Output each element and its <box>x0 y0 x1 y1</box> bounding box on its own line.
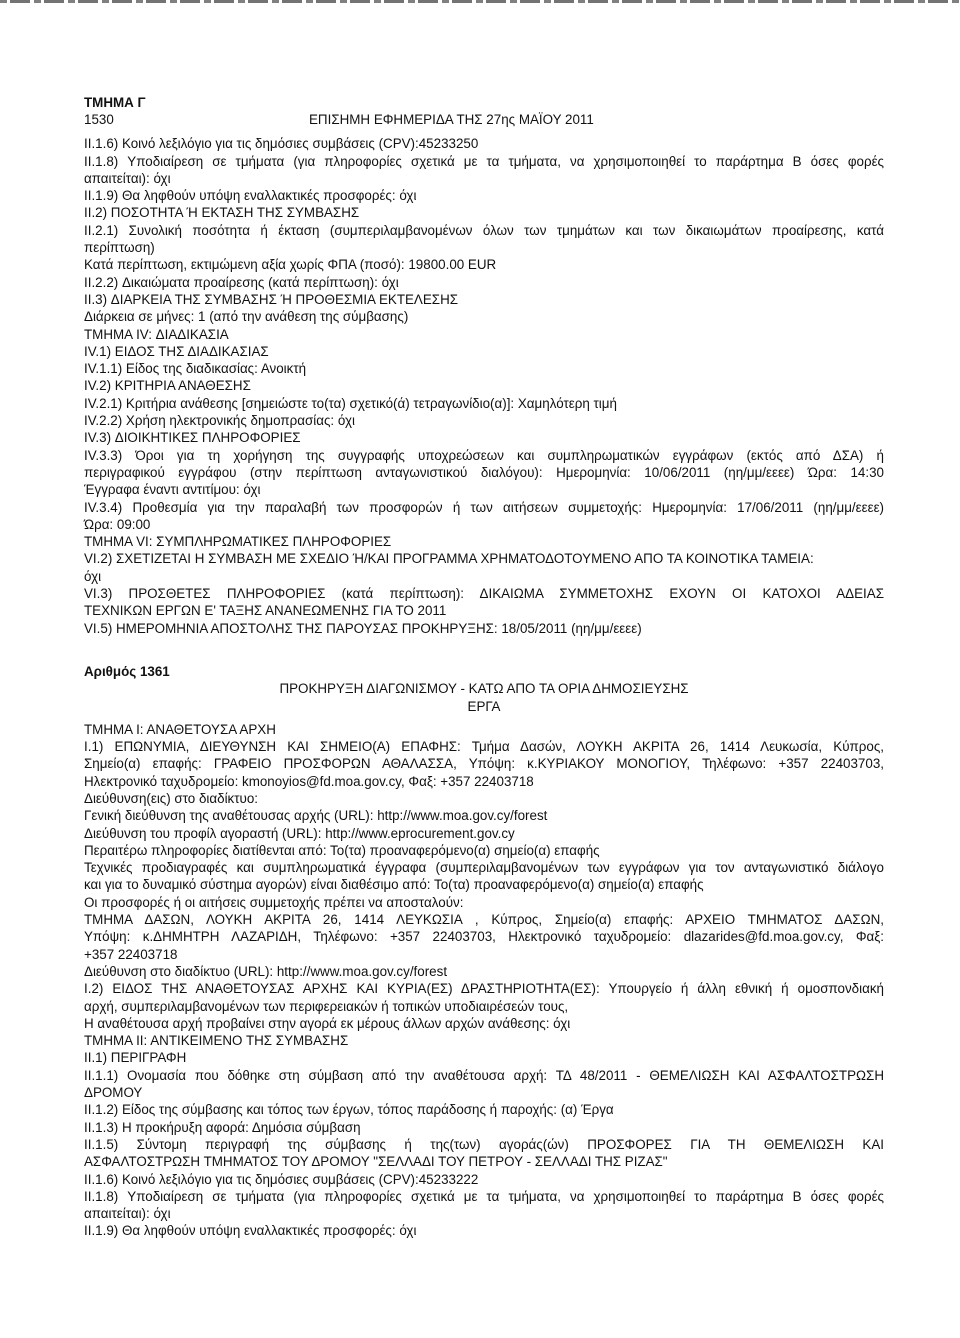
text-line: VI.5) ΗΜΕΡΟΜΗΝΙΑ ΑΠΟΣΤΟΛΗΣ ΤΗΣ ΠΑΡΟΥΣΑΣ ΠΡΟΚΗΡΥΞΗΣ: 18/05/2011 (ηη/μμ/εεεε) <box>84 620 642 636</box>
text-line: II.1.8) Υποδιαίρεση σε τμήματα (για πληροφορίες σχετικά με τα τμήματα, να χρησιμοποιηθεί το παράρτημα Β όσες φορές <box>84 153 884 169</box>
text-line: ΤΜΗΜΑ ΔΑΣΩΝ, ΛΟΥΚΗ ΑΚΡΙΤΑ 26, 1414 ΛΕΥΚΩΣΙΑ , Κύπρος, Σημείο(α) επαφής: ΑΡΧΕΙΟ ΤΜΗΜΑΤΟΣ ΔΑΣΩΝ, <box>84 912 884 928</box>
text-line: IV.1.1) Είδος της διαδικασίας: Ανοικτή <box>84 361 307 377</box>
text-line: II.2) ΠΟΣΟΤΗΤΑ Ή ΕΚΤΑΣΗ ΤΗΣ ΣΥΜΒΑΣΗΣ <box>84 205 360 221</box>
text-line: Περαιτέρω πληροφορίες διατίθενται από: Το(τα) προαναφερόμενο(α) σημείο(α) επαφής <box>84 842 600 858</box>
text-line: ΑΣΦΑΛΤΟΣΤΡΩΣΗ ΤΜΗΜΑΤΟΣ ΤΟΥ ΔΡΟΜΟΥ "ΣΕΛΛΑΔΙ ΤΟΥ ΠΕΤΡΟΥ - ΣΕΛΛΑΔΙ ΤΗΣ ΡΙΖΑΣ" <box>84 1154 668 1170</box>
continued-notice <box>84 135 884 637</box>
text-line: ΤΕΧΝΙΚΩΝ ΕΡΓΩΝ Ε' ΤΑΞΗΣ ΑΝΑΝΕΩΜΕΝΗΣ ΓΙΑ ΤΟ 2011 <box>84 603 447 619</box>
text-line: Διεύθυνση(εις) στο διαδίκτυο: <box>84 790 259 806</box>
text-line: Ηλεκτρονικό ταχυδρομείο: kmonoyios@fd.moa.gov.cy, Φαξ: +357 22403718 <box>84 773 534 789</box>
page-number: 1530 <box>84 112 114 128</box>
text-line: VI.3) ΠΡΟΣΘΕΤΕΣ ΠΛΗΡΟΦΟΡΙΕΣ (κατά περίπτωση): ΔΙΚΑΙΩΜΑ ΣΥΜΜΕΤΟΧΗΣ ΕΧΟΥΝ ΟΙ ΚΑΤΟΧΟΙ ΑΔΕΙΑΣ <box>84 586 884 602</box>
text-line: όχι <box>84 568 102 584</box>
text-line: VI.2) ΣΧΕΤΙΖΕΤΑΙ Η ΣΥΜΒΑΣΗ ΜΕ ΣΧΕΔΙΟ Ή/ΚΑΙ ΠΡΟΓΡΑΜΜΑ ΧΡΗΜΑΤΟΔΟΤΟΥΜΕΝΟ ΑΠΟ ΤΑ ΚΟΙΝΟΤΙΚΑ ΤΑΜΕΙΑ: <box>84 551 814 567</box>
text-line: αρχή, συμπεριλαμβανομένων των περιφερειακών ή τοπικών υποδιαιρέσεών τους, <box>84 998 569 1014</box>
text-line: II.3) ΔΙΑΡΚΕΙΑ ΤΗΣ ΣΥΜΒΑΣΗΣ Ή ΠΡΟΘΕΣΜΙΑ ΕΚΤΕΛΕΣΗΣ <box>84 291 459 307</box>
text-line: Οι προσφορές ή οι αιτήσεις συμμετοχής πρέπει να αποσταλούν: <box>84 894 464 910</box>
text-line: II.1.6) Κοινό λεξιλόγιο για τις δημόσιες συμβάσεις (CPV):45233222 <box>84 1171 479 1187</box>
section-heading: ΤΜΗΜΑ ΙΙ: ΑΝΤΙΚΕΙΜΕΝΟ ΤΗΣ ΣΥΜΒΑΣΗΣ <box>84 1033 349 1049</box>
text-line: ΔΡΟΜΟΥ <box>84 1085 143 1101</box>
notice-title: ΠΡΟΚΗΡΥΞΗ ΔΙΑΓΩΝΙΣΜΟΥ - ΚΑΤΩ ΑΠΟ ΤΑ ΟΡΙΑ ΔΗΜΟΣΙΕΥΣΗΣ <box>279 681 689 697</box>
text-line: περιγραφικού εγγράφου (στην περίπτωση ανταγωνιστικού διαλόγου): Ημερομηνία: 10/06/2011 (ηη/μμ/εεεε) Ώρα: 14:30 <box>84 464 884 480</box>
text-line: Διεύθυνση του προφίλ αγοραστή (URL): http://www.eprocurement.gov.cy <box>84 825 515 841</box>
text-line: II.1.6) Κοινό λεξιλόγιο για τις δημόσιες συμβάσεις (CPV):45233250 <box>84 136 479 152</box>
text-line: και για το δυναμικό σύστημα αγορών) είναι διαθέσιμο από: Το(τα) προαναφερόμενο(α) σημείο(α) επαφής <box>84 877 704 893</box>
text-line: απαιτείται): όχι <box>84 170 171 186</box>
text-line: Γενική διεύθυνση της αναθέτουσας αρχής (URL): http://www.moa.gov.cy/forest <box>84 808 548 824</box>
text-line: +357 22403718 <box>84 946 178 962</box>
text-line: II.1.2) Είδος της σύμβασης και τόπος των έργων, τόπος παράδοσης ή παροχής: (α) Έργα <box>84 1102 614 1118</box>
text-line: IV.3.3) Όροι για τη χορήγηση της συγγραφής υποχρεώσεων και συμπληρωματικών εγγράφων (εκτός από ΔΣΑ) ή <box>84 447 884 463</box>
text-line: IV.3.4) Προθεσμία για την παραλαβή των προσφορών ή των αιτήσεων συμμετοχής: Ημερομηνία: 17/06/2011 (ηη/μμ/εεεε) <box>84 499 884 515</box>
text-line: περίπτωση) <box>84 240 155 256</box>
text-line: Η αναθέτουσα αρχή προβαίνει στην αγορά εκ μέρους άλλων αρχών ανάθεσης: όχι <box>84 1015 571 1031</box>
new-notice <box>84 721 884 1240</box>
text-line: IV.2.1) Κριτήρια ανάθεσης [σημειώστε το(τα) σχετικό(ά) τετραγωνίδιο(α)]: Χαμηλότερη τιμή <box>84 395 617 411</box>
text-line: Τεχνικές προδιαγραφές και συμπληρωματικά έγγραφα (συμπεριλαμβανομένων των εγγράφων για τον ανταγωνιστικό διάλογο <box>84 860 884 876</box>
scan-artifact-line <box>0 0 960 3</box>
text-line: II.1.9) Θα ληφθούν υπόψη εναλλακτικές προσφορές: όχι <box>84 188 417 204</box>
text-line: II.2.1) Συνολική ποσότητα ή έκταση (συμπεριλαμβανομένων όλων των τμημάτων και των δικαιωμάτων προαίρεσης, κατά <box>84 222 884 238</box>
text-line: IV.2) ΚΡΙΤΗΡΙΑ ΑΝΑΘΕΣΗΣ <box>84 378 251 394</box>
text-line: II.1.3) Η προκήρυξη αφορά: Δημόσια σύμβαση <box>84 1119 361 1135</box>
text-line: Κατά περίπτωση, εκτιμώμενη αξία χωρίς ΦΠΑ (ποσό): 19800.00 EUR <box>84 257 497 273</box>
text-line: IV.2.2) Χρήση ηλεκτρονικής δημοπρασίας: όχι <box>84 413 355 429</box>
text-line: II.1.8) Υποδιαίρεση σε τμήματα (για πληροφορίες σχετικά με τα τμήματα, να χρησιμοποιηθεί το παράρτημα Β όσες φορές <box>84 1188 884 1204</box>
text-line: II.1.9) Θα ληφθούν υπόψη εναλλακτικές προσφορές: όχι <box>84 1223 417 1239</box>
text-line: Σημείο(α) επαφής: ΓΡΑΦΕΙΟ ΠΡΟΣΦΟΡΩΝ ΑΘΑΛΑΣΣΑ, Υπόψη: κ.ΚΥΡΙΑΚΟΥ ΜΟΝΟΓΙΟΥ, Τηλέφωνο: +357 22403703, <box>84 756 884 772</box>
page-header <box>84 111 884 129</box>
text-line: II.1.1) Ονομασία που δόθηκε στη σύμβαση από την αναθέτουσα αρχή: ΤΔ 48/2011 - ΘΕΜΕΛΙΩΣΗ ΚΑΙ ΑΣΦΑΛΤΟΣΤΡΩΣΗ <box>84 1067 884 1083</box>
text-line: IV.1) ΕΙΔΟΣ ΤΗΣ ΔΙΑΔΙΚΑΣΙΑΣ <box>84 343 269 359</box>
section-heading: ΤΜΗΜΑ Ι: ΑΝΑΘΕΤΟΥΣΑ ΑΡΧΗ <box>84 721 276 737</box>
text-line: II.1.5) Σύντομη περιγραφή της σύμβασης ή της(των) αγοράς(ών) ΠΡΟΣΦΟΡΕΣ ΓΙΑ ΤΗ ΘΕΜΕΛΙΩΣΗ ΚΑΙ <box>84 1136 884 1152</box>
text-line: I.2) ΕΙΔΟΣ ΤΗΣ ΑΝΑΘΕΤΟΥΣΑΣ ΑΡΧΗΣ ΚΑΙ ΚΥΡΙΑ(ΕΣ) ΔΡΑΣΤΗΡΙΟΤΗΤΑ(ΕΣ): Υπουργείο ή άλλη εθνική ή ομοσπονδιακή <box>84 981 884 997</box>
text-line: II.1) ΠΕΡΙΓΡΑΦΗ <box>84 1050 187 1066</box>
text-line: Διάρκεια σε μήνες: 1 (από την ανάθεση της σύμβασης) <box>84 309 409 325</box>
text-line: II.2.2) Δικαιώματα προαίρεσης (κατά περίπτωση): όχι <box>84 274 399 290</box>
gazette-title: ΕΠΙΣΗΜΗ ΕΦΗΜΕΡΙΔΑ ΤΗΣ 27ης ΜΑΪΟΥ 2011 <box>309 112 594 128</box>
text-line: Ώρα: 09:00 <box>84 516 151 532</box>
notice-subtitle: ΕΡΓΑ <box>467 698 501 714</box>
text-line: Διεύθυνση στο διαδίκτυο (URL): http://www.moa.gov.cy/forest <box>84 963 448 979</box>
text-line: Έγγραφα έναντι αντιτίμου: όχι <box>84 482 261 498</box>
section-heading: ΤΜΗΜΑ IV: ΔΙΑΔΙΚΑΣΙΑ <box>84 326 229 342</box>
text-line: Υπόψη: κ.ΔΗΜΗΤΡΗ ΛΑΖΑΡΙΔΗ, Τηλέφωνο: +357 22403703, Ηλεκτρονικό ταχυδρομείο: dlazarides@fd.moa.gov.cy, Φαξ: <box>84 929 884 945</box>
section-heading: ΤΜΗΜΑ VI: ΣΥΜΠΛΗΡΩΜΑΤΙΚΕΣ ΠΛΗΡΟΦΟΡΙΕΣ <box>84 534 392 550</box>
text-line: I.1) ΕΠΩΝΥΜΙΑ, ΔΙΕΥΘΥΝΣΗ ΚΑΙ ΣΗΜΕΙΟ(Α) ΕΠΑΦΗΣ: Τμήμα Δασών, ΛΟΥΚΗ ΑΚΡΙΤΑ 26, 1414 Λευκωσία, Κύπρος, <box>84 739 884 755</box>
text-line: IV.3) ΔΙΟΙΚΗΤΙΚΕΣ ΠΛΗΡΟΦΟΡΙΕΣ <box>84 430 301 446</box>
notice-number: Αριθμός 1361 <box>84 663 170 679</box>
section-label: ΤΜΗΜΑ Γ <box>84 95 146 110</box>
text-line: απαιτείται): όχι <box>84 1206 171 1222</box>
gazette-page <box>84 94 884 1240</box>
